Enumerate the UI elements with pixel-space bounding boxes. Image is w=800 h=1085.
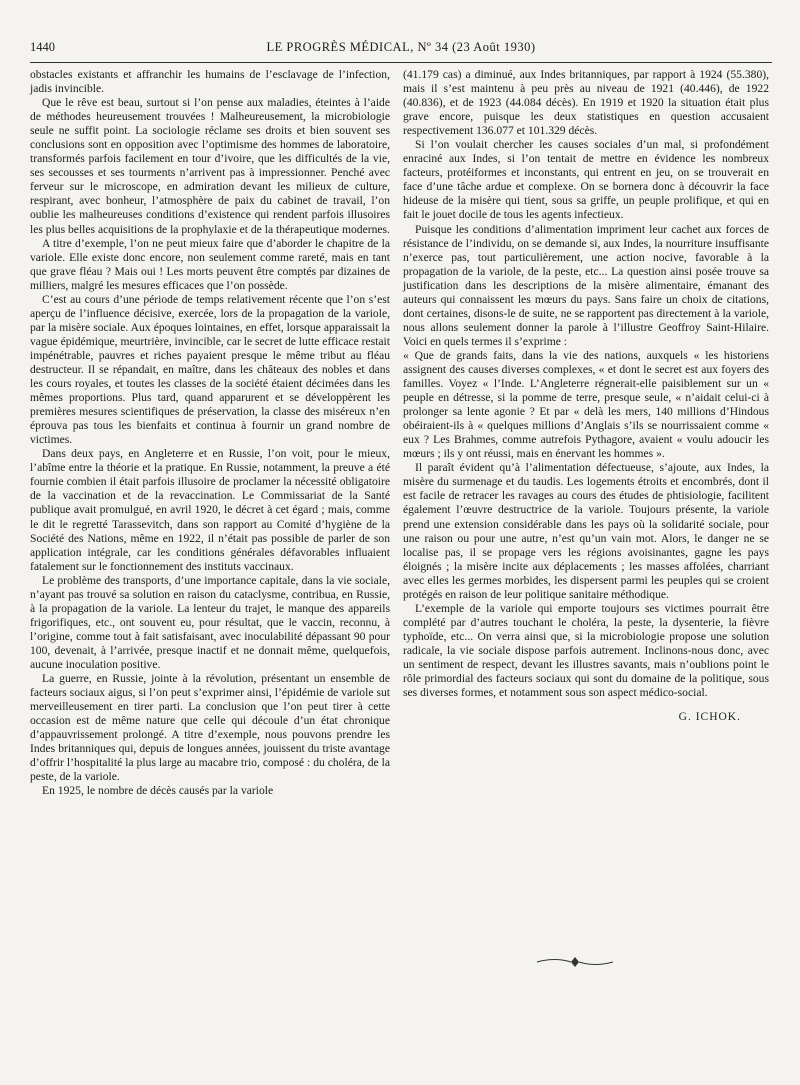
paragraph: Puisque les conditions d’alimentation impriment leur cachet aux forces de résistance de l’individu, on se demande si, aux Indes, la nourriture insuffisante n’exerce pas, tout particulièrement, une action nocive, favorable à la propagation de la variole, de la peste, etc... La question ainsi posée trouve sa justification dans les descriptions de la misère alimentaire, émanant des auteurs qui connaissent les mœurs du pays. Sans faire un choix de citations, dont certaines, disons-le de suite, ne se rapportent pas directement à la variole, nous allons seulement donner la parole à l’illustre Geoffroy Saint-Hilaire. Voici en quels termes il s’exprime : <box>403 222 769 348</box>
paragraph: Que le rêve est beau, surtout si l’on pense aux maladies, éteintes à l’aide de méthodes heureusement trouvées ! Malheureusement, la microbiologie seule ne suffit point. La sociologie réclame ses droits et bien souvent ses conclusions sont en opposition avec l’optimisme des hommes de laboratoire, transformés parfois facilement en tour d’ivoire, que les difficultés de la vie, ses secousses et ses tourments n’arrivent pas à impressionner. Penché avec ferveur sur le microscope, en admiration devant les milieux de culture, respirant, avec bonheur, l’atmosphère de paix du cabinet de travail, l’on oublie les malheureuses conditions d’existence qui rendent parfois illusoires les plus belles acquisitions de la prophylaxie et de la thérapeutique modernes. <box>30 96 390 236</box>
paragraph: obstacles existants et affranchir les humains de l’esclavage de l’infection, jadis invincible. <box>30 68 390 96</box>
paragraph: (41.179 cas) a diminué, aux Indes britanniques, par rapport à 1924 (55.380), mais il s’est maintenu à peu près au niveau de 1921 (40.446), de 1922 (40.836), et de 1923 (44.084 décès). En 1919 et 1920 la situation était plus grave encore, puisque les deux statistiques en question accusaient respectivement 136.077 et 101.329 décès. <box>403 68 769 138</box>
header-rule <box>30 62 772 63</box>
left-column <box>30 68 390 798</box>
right-column <box>403 68 769 724</box>
paragraph: Le problème des transports, d’une importance capitale, dans la vie sociale, n’ayant pas trouvé sa solution en raison du cataclysme, contribua, en Russie, à la propagation de la variole. La lenteur du trajet, le manque des appareils frigorifiques, etc., ont souvent eu, pour résultat, que le vaccin, reconnu, à l’origine, comme tout à fait satisfaisant, avec inoculabilité dépassant 90 pour 100, devenait, à l’arrivée, presque inactif et ne donnait même, quelquefois, aucune inoculation positive. <box>30 573 390 671</box>
paragraph: L’exemple de la variole qui emporte toujours ses victimes pourrait être complété par d’autres touchant le choléra, la peste, la dysenterie, la fièvre typhoïde, etc... On verra ainsi que, si la microbiologie propose une solution radicale, la vie sociale dispose parfois autrement. Inclinons-nous donc, avec un sentiment de respect, devant les illustres savants, mais n’oublions point le rôle primordial des facteurs sociaux qui sont du domaine de la politique, sous ses diverses formes, et notamment sous son aspect médico-social. <box>403 601 769 700</box>
paragraph: En 1925, le nombre de décès causés par la variole <box>42 784 274 798</box>
author-signature: G. ICHOK. <box>678 711 741 724</box>
paragraph: Si l’on voulait chercher les causes sociales d’un mal, si profondément enraciné aux Indes, si l’on tentait de mettre en évidence les nombreux facteurs, protéiformes et inconstants, qui entrent en jeu, on se trouverait en face d’une tâche ardue et complexe. On se bornera donc à découvrir la face hideuse de la misère qui tient, sous sa griffe, un peuple prolifique, et qui en fait le jouet docile de tous les agents infectieux. <box>403 138 769 222</box>
ornament-divider <box>535 955 615 969</box>
paragraph: C’est au cours d’une période de temps relativement récente que l’on s’est aperçu de l’influence décisive, exercée, lors de la propagation de la variole, par la misère sociale. Aux époques lointaines, en effet, lorsque apparaissait la vague épidémique, meurtrière, invincible, car le secret de lutte efficace restait impénétrable, pauvres et riches payaient presque le même tribut au fléau destructeur. Il se répandait, en maître, dans les châteaux des nobles et dans les cours royales, et toutes les classes de la société étaient décimées dans les mêmes proportions. Plus tard, quand apparurent et se développèrent les premières mesures scientifiques de préservation, la classe des miséreux n’en éprouva pas tous les bienfaits et continua à fournir un grand nombre de victimes. <box>30 292 390 447</box>
paragraph: A titre d’exemple, l’on ne peut mieux faire que d’aborder le chapitre de la variole. Elle existe donc encore, non seulement comme rareté, mais en tant que grave fléau ? Mais oui ! Les morts peuvent être comptés par dizaines de milliers, malgré les mesures efficaces que l’on possède. <box>30 236 390 292</box>
quotation: « Que de grands faits, dans la vie des nations, auxquels « les historiens assignent des causes diverses complexes, « et dont le secret est aux foyers des familles. Voyez « l’Inde. L’Angleterre régnerait-elle paisiblement sur un « peuple en détresse, si la pomme de terre, presque seule, « n’aidait celui-ci à prolonger sa lente agonie ? Et par « delà les mers, 140 millions d’Hindous obéiraient-ils à « quelques millions d’Anglais s’ils se nourrissaient comme « eux ? Les Brahmes, comme autrefois Pythagore, avaient « voulu adoucir les mœurs ; ils y ont réussi, mais en énervant les hommes ». <box>403 348 769 461</box>
running-header <box>30 36 772 58</box>
journal-title: LE PROGRÈS MÉDICAL, Nº 34 (23 Août 1930) <box>266 40 536 54</box>
page-number: 1440 <box>30 40 55 54</box>
paragraph: Il paraît évident qu’à l’alimentation défectueuse, s’ajoute, aux Indes, la misère du surmenage et du taudis. Les logements étroits et encombrés, dont il est facile de retracer les ravages au cours des études de phtisiologie, facilitent également l’œuvre destructrice de la variole. Toujours présente, la variole prend une extension considérable dans les pays où la solidarité sociale, pour une raison ou pour une autre, n’est qu’un vain mot. Alors, le danger ne se localise pas, il se propage vers les régions avoisinantes, gagne les pays éloignés ; la misère incite aux déplacements ; les masses affolées, charriant avec elles les germes morbides, les dispersent parmi les peuples qui se croient protégés en raison de leur politique sanitaire méthodique. <box>403 461 769 601</box>
paragraph: La guerre, en Russie, jointe à la révolution, présentant un ensemble de facteurs sociaux aigus, si l’on peut s’exprimer ainsi, l’épidémie de variole sut merveilleusement en tirer parti. La conclusion que l’on peut tirer à cette occasion est de même nature que celle qui découle d’un état chronique d’appauvrissement prolongé. A titre d’exemple, nous pouvons prendre les Indes britanniques qui, depuis de longues années, jouissent du triste avantage d’offrir l’hospitalité la plus large au macabre trio, composé : du choléra, de la peste, de la variole. <box>30 672 390 784</box>
paragraph: Dans deux pays, en Angleterre et en Russie, l’on voit, pour le mieux, l’abîme entre la théorie et la pratique. En Russie, notamment, la preuve a été fournie combien il était parfois illusoire de proclamer la nécessité obligatoire de la vaccination et de la revaccination. Le Commissariat de la Santé publique avait promulgué, en avril 1920, le décret à cet égard ; mais, comme le dit le regretté Tarassevitch, dans son rapport au Comité d’hygiène de la Société des Nations, même en 1922, il n’était pas possible de parler de son application intégrale, car les conditions générales défavorables influaient fatalement sur le fonctionnement des instituts vaccinaux. <box>30 447 390 573</box>
